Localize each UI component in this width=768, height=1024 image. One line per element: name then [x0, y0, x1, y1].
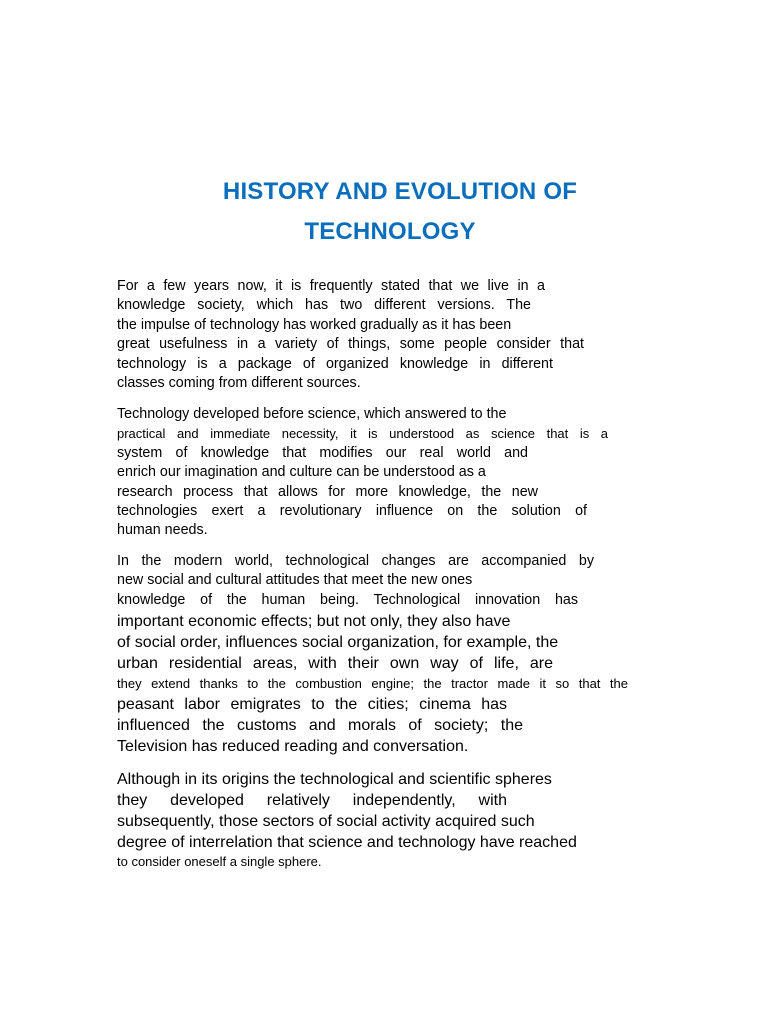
paragraph-line: to consider oneself a single sphere. — [117, 854, 322, 869]
paragraph-line: system of knowledge that modifies our real world and — [117, 444, 528, 461]
paragraph-4 — [117, 769, 577, 871]
paragraph-line: they extend thanks to the combustion engine; the tractor made it so that the — [117, 675, 628, 691]
paragraph-line: they developed relatively independently, with — [117, 792, 507, 809]
paragraph-line: degree of interrelation that science and technology have reached — [117, 834, 577, 851]
paragraph-line: influenced the customs and morals of society; the — [117, 716, 523, 734]
title-line-2: TECHNOLOGY — [304, 218, 476, 246]
paragraph-line: knowledge of the human being. Technological innovation has — [117, 591, 578, 608]
paragraph-line: the impulse of technology has worked gradually as it has been — [117, 316, 512, 333]
title-line-1: HISTORY AND EVOLUTION OF — [222, 178, 578, 206]
paragraph-line: subsequently, those sectors of social activity acquired such — [117, 813, 535, 830]
paragraph-line: important economic effects; but not only, they also have — [117, 612, 511, 630]
paragraph-line: urban residential areas, with their own way of life, are — [117, 654, 553, 672]
paragraph-line: knowledge society, which has two different versions. The — [117, 297, 531, 314]
paragraph-line: research process that allows for more knowledge, the new — [117, 483, 538, 500]
paragraph-2 — [117, 405, 608, 541]
paragraph-line: human needs. — [117, 522, 208, 539]
paragraph-line: practical and immediate necessity, it is understood as science that is a — [117, 426, 608, 442]
paragraph-line: technology is a package of organized knowledge in different — [117, 355, 553, 372]
paragraph-line: technologies exert a revolutionary influence on the solution of — [117, 503, 587, 520]
paragraph-line: new social and cultural attitudes that meet the new ones — [117, 572, 473, 589]
paragraph-line: great usefulness in a variety of things, some people consider that — [117, 336, 584, 353]
paragraph-line: Television has reduced reading and conversation. — [117, 737, 469, 755]
document-title — [150, 172, 650, 252]
paragraph-line: For a few years now, it is frequently stated that we live in a — [117, 278, 545, 294]
paragraph-line: peasant labor emigrates to the cities; cinema has — [117, 695, 507, 713]
paragraph-line: classes coming from different sources. — [117, 375, 361, 392]
paragraph-1 — [117, 277, 584, 393]
paragraph-line: Technology developed before science, which answered to the — [117, 406, 507, 422]
paragraph-3 — [117, 552, 628, 757]
paragraph-line: In the modern world, technological changes are accompanied by — [117, 553, 594, 569]
paragraph-line: of social order, influences social organization, for example, the — [117, 633, 559, 651]
paragraph-line: Although in its origins the technological and scientific spheres — [117, 771, 552, 788]
paragraph-line: enrich our imagination and culture can be understood as a — [117, 464, 486, 481]
